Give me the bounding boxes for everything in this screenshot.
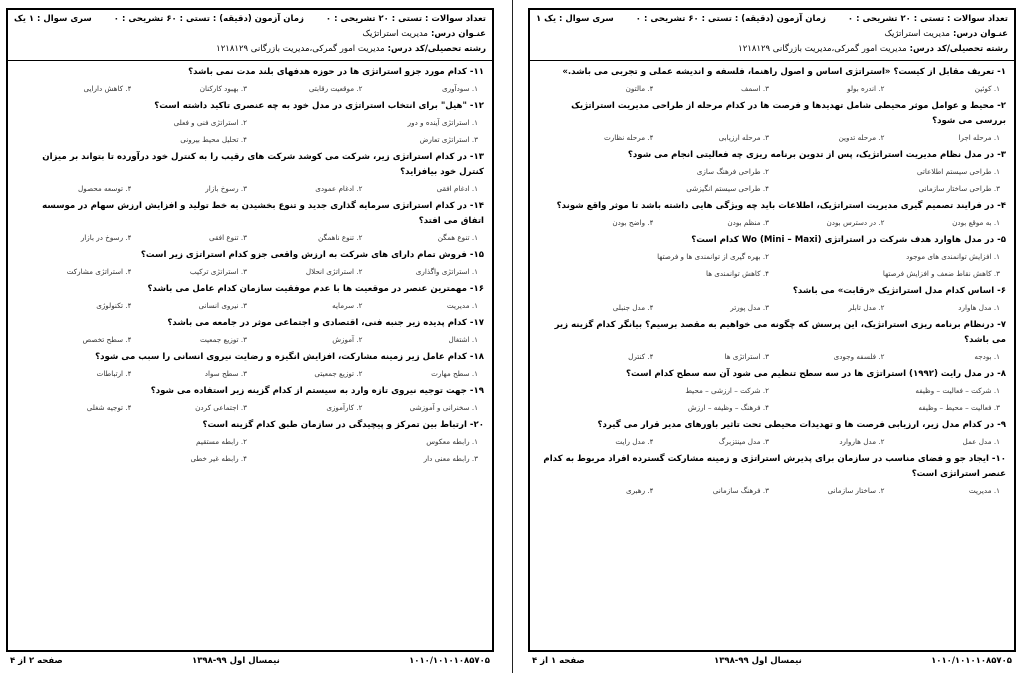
course-title: مدیریت استراتژیک [884, 29, 950, 39]
answer-option[interactable]: ۱. استراتژی واگذاری [415, 267, 478, 276]
answer-option[interactable]: ۲. کارآموزی [326, 403, 363, 412]
question-item [538, 65, 1006, 97]
question-item [16, 199, 484, 246]
answer-option[interactable]: ۱. استراتژی آینده و دور [407, 118, 478, 127]
question-stem: کدام پدیده زیر جنبه فنی، اقتصادی و اجتماعی موثر در جامعه می باشد؟ [167, 318, 467, 328]
exam-time: زمان آزمون (دقیقه) : تستی : ۶۰ تشریحی : ۰ [113, 14, 304, 24]
question-stem: در کدام مدل زیر، ارزیابی فرصت ها و تهدیدات محیطی تحت تاثیر باورهای مدیر قرار می گیرد؟ [597, 420, 995, 430]
answer-options [16, 229, 484, 246]
question-text [538, 284, 1006, 299]
answer-option[interactable]: ۱. مدیریت [968, 486, 1000, 495]
answer-option[interactable]: ۱. بودجه [974, 352, 1000, 361]
field-code: مدیریت امور گمرکی،مدیریت بازرگانی ۱۲۱۸۱۲۹ [216, 44, 385, 54]
exam-page-1 [524, 4, 1020, 668]
question-number: ۱۱- [469, 67, 484, 77]
question-number: ۳- [997, 150, 1006, 160]
answer-option[interactable]: ۳. مدل پورتر [730, 303, 769, 312]
course-label: عنـوان درس: [952, 29, 1008, 39]
question-text [16, 99, 484, 114]
answer-option[interactable]: ۱. تنوع همگن [437, 233, 478, 242]
page-footer [6, 654, 494, 668]
question-stem: کدام عامل زیر زمینه مشارکت، افزایش انگیزه و رضایت نیروی انسانی را سبب می شود؟ [95, 352, 467, 362]
answer-option[interactable]: ۴. مالتون [625, 84, 654, 93]
answer-option[interactable]: ۱. سطح مهارت [431, 369, 478, 378]
answer-option[interactable]: ۴. استراتژی مشارکت [66, 267, 132, 276]
footer-page-number: صفحه ۱ از ۴ [532, 656, 585, 666]
question-stem: در کدام استراتژی زیر، شرکت می کوشد شرکت های رقیب را به کنترل خود درآورده تا بتواند بر میزان کنترل خود بیافزاید؟ [42, 152, 484, 177]
footer-term: نیمسال اول ۹۹-۱۳۹۸ [192, 656, 280, 666]
question-count: تعداد سوالات : تستی : ۲۰ تشریحی : ۰ [847, 14, 1008, 24]
question-number: ۱- [997, 67, 1006, 77]
answer-options [16, 433, 484, 467]
answer-option[interactable]: ۴. توسعه محصول [78, 184, 132, 193]
question-text [16, 316, 484, 331]
answer-option[interactable]: ۲. بهره گیری از توانمندی ها و فرصتها [657, 252, 769, 261]
question-text [16, 384, 484, 399]
answer-option[interactable]: ۲. شرکت – ارزشی – محیط [685, 386, 769, 395]
question-list [8, 61, 492, 467]
question-text [16, 199, 484, 229]
answer-option[interactable]: ۲. سرمایه [332, 301, 363, 310]
answer-option[interactable]: ۳. اسمف [740, 84, 769, 93]
question-number: ۱۵- [469, 250, 484, 260]
answer-option[interactable]: ۳. رابطه معنی دار [423, 454, 478, 463]
answer-option[interactable]: ۳. استراتژی ها [724, 352, 769, 361]
footer-code: ۱۰۱۰/۱۰۱۰۱۰۸۵۷۰۵ [931, 656, 1012, 666]
answer-option[interactable]: ۲. تنوع ناهمگن [318, 233, 363, 242]
question-number: ۷- [997, 320, 1006, 330]
course-label: عنـوان درس: [430, 29, 486, 39]
exam-time: زمان آزمون (دقیقه) : تستی : ۶۰ تشریحی : ۰ [635, 14, 826, 24]
answer-option[interactable]: ۳. مدل مینتزبرگ [718, 437, 769, 446]
page-footer [528, 654, 1016, 668]
answer-option[interactable]: ۳. منظم بودن [727, 218, 769, 227]
answer-option[interactable]: ۳. تنوع افقی [209, 233, 247, 242]
question-number: ۲۰- [469, 420, 484, 430]
answer-option[interactable]: ۳. فرهنگ سازمانی [712, 486, 769, 495]
answer-options [538, 433, 1006, 450]
answer-option[interactable]: ۳. توزیع جمعیت [199, 335, 247, 344]
question-item [538, 199, 1006, 231]
answer-option[interactable]: ۱. رابطه معکوس [426, 437, 478, 446]
answer-option[interactable]: ۴. رسوخ در بازار [80, 233, 132, 242]
answer-options [538, 163, 1006, 197]
question-stem: فروش تمام دارای های شرکت به ارزش واقعی جزو کدام استراتژی زیر است؟ [140, 250, 467, 260]
question-number: ۴- [997, 201, 1006, 211]
answer-option[interactable]: ۱. اشتغال [448, 335, 478, 344]
answer-options [538, 482, 1006, 499]
question-number: ۱۰- [991, 454, 1006, 464]
answer-option[interactable]: ۴. توجیه شغلی [86, 403, 132, 412]
answer-option[interactable]: ۳. کاهش نقاط ضعف و افزایش فرصتها [882, 269, 1000, 278]
question-stem: اساس کدام مدل استراتژیک «رقابت» می باشد؟ [792, 286, 995, 296]
answer-option[interactable]: ۴. ارتباطات [96, 369, 132, 378]
answer-options [16, 114, 484, 148]
field-label: رشته تحصیلی/کد درس: [387, 44, 486, 54]
page-frame [528, 8, 1016, 652]
answer-option[interactable]: ۴. واضح بودن [612, 218, 654, 227]
question-text [16, 248, 484, 263]
question-text [16, 282, 484, 297]
answer-option[interactable]: ۴. کاهش توانمندی ها [706, 269, 769, 278]
answer-options [16, 399, 484, 416]
answer-option[interactable]: ۳. نیروی انسانی [198, 301, 247, 310]
question-number: ۱۸- [469, 352, 484, 362]
answer-option[interactable]: ۲. استراتژی انحلال [305, 267, 363, 276]
question-text [538, 199, 1006, 214]
question-stem: در فرایند تصمیم گیری مدیریت استراتژیک، اطلاعات باید چه ویژگی هایی داشته باشد تا موثر واقع شوند؟ [556, 201, 995, 211]
exam-page-2 [2, 4, 498, 668]
answer-options [16, 365, 484, 382]
question-text [16, 418, 484, 433]
question-item [16, 316, 484, 348]
answer-option[interactable]: ۱. افزایش توانمندی های موجود [906, 252, 1000, 261]
answer-option[interactable]: ۴. کنترل [628, 352, 654, 361]
question-item [16, 350, 484, 382]
question-stem: محیط و عوامل موثر محیطی شامل تهدیدها و فرصت ها در کدام مرحله از طراحی مدیریت استراتژیک بررسی می شود؟ [571, 101, 1006, 126]
answer-option[interactable]: ۳. استراتژی ترکیب [189, 267, 247, 276]
question-stem: مهمترین عنصر در موقعیت ها با عدم موفقیت سازمان کدام عامل می باشد؟ [147, 284, 467, 294]
exam-header [8, 10, 492, 61]
series-label: سری سوال : ۱ یک [14, 14, 92, 24]
question-item [16, 65, 484, 97]
question-stem: تعریف مقابل از کیست؟ «استراتژی اساس و اصول راهنما، فلسفه و اندیشه عملی و تجربی می باشد.» [562, 67, 995, 77]
question-number: ۱۷- [469, 318, 484, 328]
question-item [16, 248, 484, 280]
question-text [538, 452, 1006, 482]
answer-option[interactable]: ۱. به موقع بودن [952, 218, 1000, 227]
question-item [538, 367, 1006, 416]
question-stem: ایجاد جو و فضای مناسب در سازمان برای پذیرش استراتژی و زمینه مشارکت گسترده افراد مربوط به کدام عنصر استراتژی است؟ [543, 454, 1006, 479]
question-text [538, 99, 1006, 129]
question-item [16, 418, 484, 467]
question-item [538, 318, 1006, 365]
question-text [16, 350, 484, 365]
answer-option[interactable]: ۲. استراتژی فنی و فعلی [173, 118, 247, 127]
exam-header [530, 10, 1014, 61]
answer-option[interactable]: ۴. طراحی سیستم انگیزشی [686, 184, 769, 193]
question-number: ۱۶- [469, 284, 484, 294]
answer-option[interactable]: ۳. استراتژی تعارض [419, 135, 478, 144]
answer-option[interactable]: ۲. در دسترس بودن [826, 218, 885, 227]
answer-option[interactable]: ۴. رابطه غیر خطی [190, 454, 247, 463]
answer-options [538, 348, 1006, 365]
question-stem: ارتباط بین تمرکز و پیچیدگی در سازمان طبق کدام گزینه است؟ [202, 420, 467, 430]
question-text [538, 318, 1006, 348]
answer-option[interactable]: ۴. فرهنگ – وظیفه – ارزش [687, 403, 769, 412]
answer-options [538, 382, 1006, 416]
answer-option[interactable]: ۲. آموزش [332, 335, 363, 344]
answer-option[interactable]: ۱. سخنرانی و آموزشی [409, 403, 478, 412]
answer-option[interactable]: ۴. رهبری [626, 486, 654, 495]
answer-option[interactable]: ۳. بهبود کارکنان [199, 84, 247, 93]
question-stem: درنظام برنامه ریزی استراتژیک، این پرسش که چگونه می خواهیم به مقصد برسیم؟ بیانگر کدام گزینه زیر می باشد؟ [554, 320, 1006, 345]
question-stem: در کدام استراتژی سرمایه گذاری جدید و تنوع بخشیدن به خط تولید و افزایش ارزش سهام در موسسه اتفاق می افتد؟ [42, 201, 484, 226]
question-stem: در مدل رایت (۱۹۹۲) استراتژی ها در سه سطح تنظیم می شود آن سه سطح کدام است؟ [626, 369, 995, 379]
question-text [538, 418, 1006, 433]
answer-option[interactable]: ۴. مدل جنبلی [612, 303, 654, 312]
answer-option[interactable]: ۱. سودآوری [442, 84, 478, 93]
question-item [538, 148, 1006, 197]
answer-options [538, 214, 1006, 231]
answer-options [16, 80, 484, 97]
answer-option[interactable]: ۴. مرحله نظارت [603, 133, 654, 142]
field-label: رشته تحصیلی/کد درس: [909, 44, 1008, 54]
answer-option[interactable]: ۲. ساختار سازمانی [827, 486, 885, 495]
answer-option[interactable]: ۱. ادغام افقی [436, 184, 478, 193]
answer-option[interactable]: ۴. تکنولوژی [96, 301, 132, 310]
answer-options [16, 263, 484, 280]
question-text [538, 367, 1006, 382]
answer-option[interactable]: ۱. مرحله اجرا [958, 133, 1000, 142]
answer-option[interactable]: ۲. مرحله تدوین [838, 133, 885, 142]
question-stem: "هیل" برای انتخاب استراتژی در مدل خود به چه عنصری تاکید داشته است؟ [154, 101, 467, 111]
question-item [16, 384, 484, 416]
answer-option[interactable]: ۴. کاهش دارایی [83, 84, 132, 93]
footer-code: ۱۰۱۰/۱۰۱۰۱۰۸۵۷۰۵ [409, 656, 490, 666]
answer-option[interactable]: ۱. مدل هاوارد [958, 303, 1000, 312]
question-stem: در مدل هاوارد هدف شرکت در استراتژی (Mini – Maxi) Wo کدام است؟ [691, 235, 995, 245]
answer-option[interactable]: ۲. موقعیت رقابتی [308, 84, 363, 93]
question-stem: جهت توجیه نیروی تازه وارد به سیستم از کدام گزینه زیر استفاده می شود؟ [150, 386, 467, 396]
question-number: ۱۲- [469, 101, 484, 111]
series-label: سری سوال : یک ۱ [536, 14, 614, 24]
question-number: ۸- [997, 369, 1006, 379]
answer-option[interactable]: ۱. مدیریت [446, 301, 478, 310]
page-divider [512, 0, 513, 673]
answer-option[interactable]: ۱. مدل عمل [962, 437, 1000, 446]
question-text [16, 150, 484, 180]
answer-option[interactable]: ۱. طراحی سیستم اطلاعاتی [916, 167, 1000, 176]
answer-options [16, 331, 484, 348]
footer-term: نیمسال اول ۹۹-۱۳۹۸ [714, 656, 802, 666]
answer-option[interactable]: ۴. سطح تخصص [82, 335, 132, 344]
answer-options [538, 299, 1006, 316]
question-number: ۱۴- [469, 201, 484, 211]
question-stem: در مدل نظام مدیریت استراتژیک، پس از تدوین برنامه ریزی چه فعالیتی انجام می شود؟ [627, 150, 995, 160]
question-stem: کدام مورد جزو استراتژی ها در حوزه هدفهای بلند مدت نمی باشد؟ [188, 67, 467, 77]
answer-option[interactable]: ۳. مرحله ارزیابی [718, 133, 769, 142]
question-text [538, 233, 1006, 248]
question-item [538, 418, 1006, 450]
page-frame [6, 8, 494, 652]
answer-option[interactable]: ۳. رسوخ بازار [205, 184, 247, 193]
question-item [16, 282, 484, 314]
answer-option[interactable]: ۲. توزیع جمعیتی [314, 369, 363, 378]
answer-options [16, 180, 484, 197]
question-item [538, 233, 1006, 282]
question-item [538, 284, 1006, 316]
question-text [538, 148, 1006, 163]
answer-option[interactable]: ۳. فعالیت – محیط – وظیفه [918, 403, 1000, 412]
field-code: مدیریت امور گمرکی،مدیریت بازرگانی ۱۲۱۸۱۲۹ [738, 44, 907, 54]
answer-option[interactable]: ۲. ادغام عمودی [315, 184, 363, 193]
answer-option[interactable]: ۳. اجتماعی کردن [195, 403, 247, 412]
answer-option[interactable]: ۲. طراحی فرهنگ سازی [696, 167, 769, 176]
answer-options [538, 80, 1006, 97]
answer-option[interactable]: ۳. سطح سواد [204, 369, 247, 378]
question-item [16, 150, 484, 197]
answer-option[interactable]: ۲. مدل هاروارد [839, 437, 885, 446]
question-number: ۵- [997, 235, 1006, 245]
answer-option[interactable]: ۴. تحلیل محیط بیرونی [180, 135, 247, 144]
answer-option[interactable]: ۲. مدل تابلر [848, 303, 885, 312]
question-number: ۲- [997, 101, 1006, 111]
question-item [538, 452, 1006, 499]
answer-option[interactable]: ۲. اندره بولو [847, 84, 885, 93]
question-number: ۱۳- [469, 152, 484, 162]
footer-page-number: صفحه ۲ از ۴ [10, 656, 63, 666]
question-count: تعداد سوالات : تستی : ۲۰ تشریحی : ۰ [325, 14, 486, 24]
question-text [16, 65, 484, 80]
answer-option[interactable]: ۱. کوئین [974, 84, 1000, 93]
answer-options [538, 129, 1006, 146]
answer-option[interactable]: ۴. مدل رایت [615, 437, 654, 446]
answer-options [538, 248, 1006, 282]
question-item [538, 99, 1006, 146]
answer-option[interactable]: ۲. فلسفه وجودی [833, 352, 885, 361]
course-title: مدیریت استراتژیک [362, 29, 428, 39]
question-list [530, 61, 1014, 499]
question-number: ۹- [997, 420, 1006, 430]
answer-option[interactable]: ۲. رابطه مستقیم [196, 437, 247, 446]
question-number: ۱۹- [469, 386, 484, 396]
answer-option[interactable]: ۳. طراحی ساختار سازمانی [918, 184, 1000, 193]
answer-option[interactable]: ۱. شرکت – فعالیت – وظیفه [915, 386, 1000, 395]
question-number: ۶- [997, 286, 1006, 296]
question-item [16, 99, 484, 148]
answer-options [16, 297, 484, 314]
question-text [538, 65, 1006, 80]
